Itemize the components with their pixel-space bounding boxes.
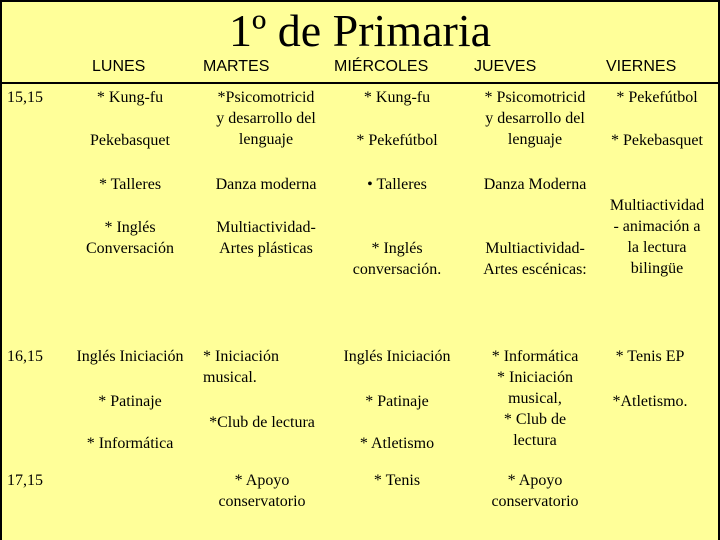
activity-miercoles: * Kung-fu <box>363 89 431 106</box>
time-slot: 17,15 <box>7 472 43 489</box>
activity-jueves: Multiactividad- Artes escénicas: <box>483 240 587 278</box>
activity-viernes: * Pekefútbol <box>616 89 698 106</box>
activity-miercoles: * Inglés conversación. <box>352 240 442 278</box>
activity-miercoles: • Talleres <box>367 176 427 193</box>
activity-martes: * Iniciación musical. <box>203 348 279 386</box>
activity-martes: * Apoyo conservatorio <box>218 472 306 510</box>
activity-miercoles: * Tenis <box>373 472 421 489</box>
top-border <box>0 0 720 2</box>
activity-jueves: * Informática * Iniciación musical, * Club de lectura <box>491 348 579 449</box>
activity-viernes: * Tenis EP <box>615 348 685 365</box>
activity-jueves: Danza Moderna <box>483 176 587 193</box>
activity-miercoles: * Atletismo <box>359 435 435 452</box>
activity-viernes: *Atletismo. <box>612 393 688 410</box>
day-header-martes: MARTES <box>203 58 270 75</box>
activity-lunes: Inglés Iniciación <box>76 348 184 365</box>
activity-martes: Danza moderna <box>215 176 317 193</box>
time-slot: 16,15 <box>7 348 43 365</box>
activity-jueves: * Apoyo conservatorio <box>491 472 579 510</box>
day-header-viernes: VIERNES <box>606 58 677 75</box>
activity-lunes: * Kung-fu <box>96 89 164 106</box>
left-border <box>0 0 2 540</box>
activity-martes: *Psicomotricid y desarrollo del lenguaje <box>216 89 316 148</box>
activity-miercoles: Inglés Iniciación <box>343 348 451 365</box>
activity-miercoles: * Patinaje <box>365 393 429 410</box>
day-header-lunes: LUNES <box>92 58 146 75</box>
activity-jueves: * Psicomotricid y desarrollo del lenguaje <box>484 89 586 148</box>
activity-viernes: * Pekebasquet <box>611 132 703 149</box>
activity-viernes: Multiactividad - animación a la lectura bilingüe <box>609 197 705 277</box>
activity-lunes: * Inglés Conversación <box>86 219 174 257</box>
header-divider <box>0 82 720 84</box>
activity-miercoles: * Pekefútbol <box>356 132 438 149</box>
activity-lunes: * Talleres <box>98 176 162 193</box>
activity-lunes: Pekebasquet <box>90 132 170 149</box>
activity-lunes: * Informática <box>86 435 174 452</box>
activity-martes: *Club de lectura <box>209 414 315 431</box>
day-header-jueves: JUEVES <box>474 58 537 75</box>
activity-lunes: * Patinaje <box>98 393 162 410</box>
page-title: 1º de Primaria <box>228 5 492 56</box>
time-slot: 15,15 <box>7 89 43 106</box>
activity-martes: Multiactividad- Artes plásticas <box>216 219 316 257</box>
day-header-miercoles: MIÉRCOLES <box>334 58 429 75</box>
